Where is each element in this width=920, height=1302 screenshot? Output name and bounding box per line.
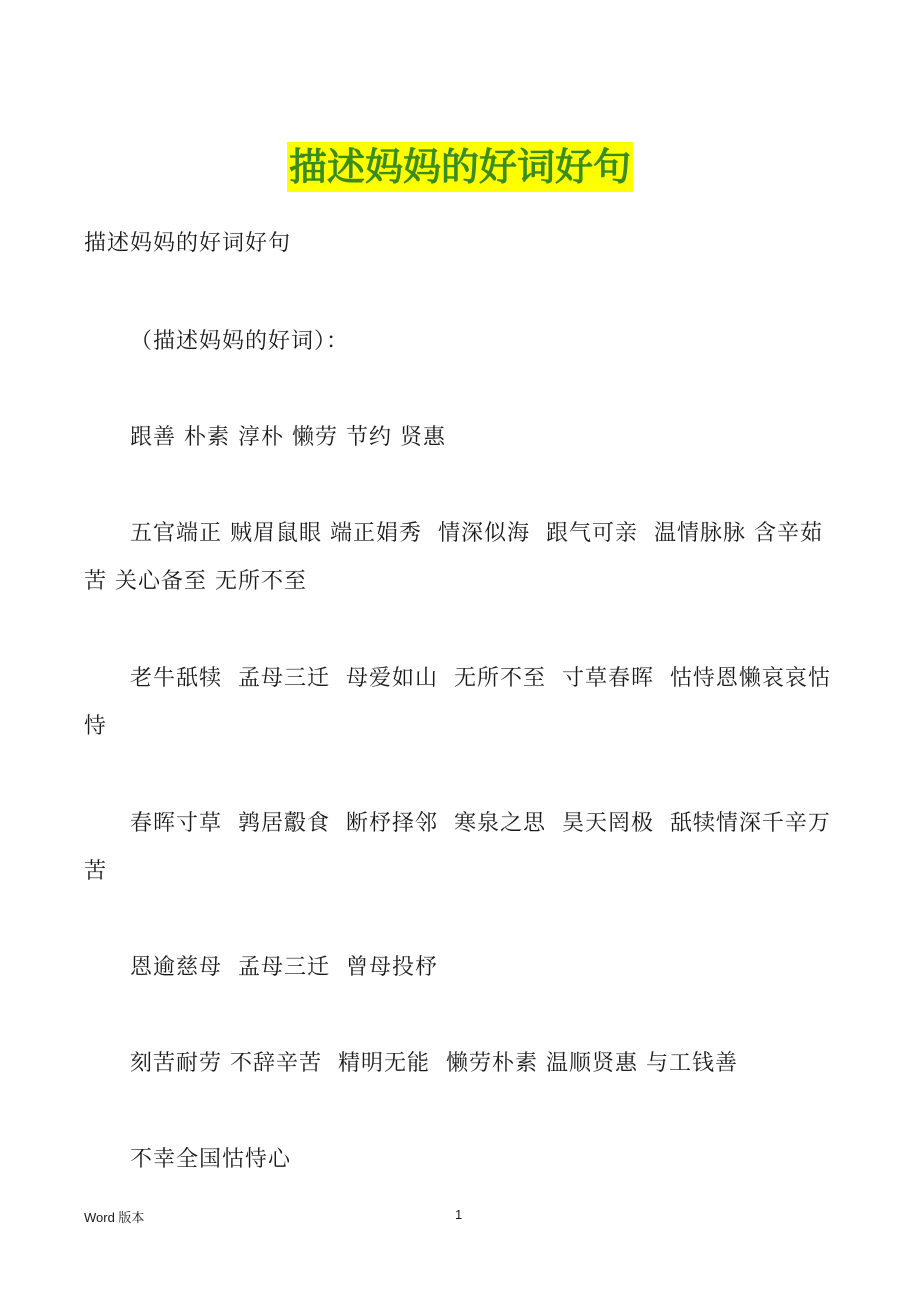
- paragraph-words-3: 老牛舐犊 孟母三迁 母爱如山 无所不至 寸草春晖 怙恃恩懒哀哀怙恃: [84, 666, 831, 739]
- paragraph-heading: 描述妈妈的好词好句: [84, 231, 292, 256]
- title-container: [0, 142, 920, 192]
- document-title: 描述妈妈的好词好句: [287, 142, 633, 192]
- footer-label: Word 版本: [84, 1210, 145, 1225]
- paragraph-words-4: 春晖寸草 鹑居鷇食 断杼择邻 寒泉之思 昊天罔极 舐犊情深千辛万苦: [84, 811, 831, 884]
- paragraph-words-7: 不幸全国怙恃心: [130, 1147, 292, 1172]
- paragraph-subheading: （描述妈妈的好词）：: [130, 329, 350, 354]
- paragraph-words-6: 刻苦耐劳 不辞辛苦 精明无能 懒劳朴素 温顺贤惠 与工钱善: [130, 1051, 738, 1076]
- paragraph-words-1: 跟善 朴素 淳朴 懒劳 节约 贤惠: [130, 425, 446, 450]
- footer-page-number: 1: [455, 1207, 463, 1222]
- paragraph-words-5: 恩逾慈母 孟母三迁 曾母投杼: [130, 955, 438, 980]
- paragraph-words-2: 五官端正 贼眉鼠眼 端正娟秀 情深似海 跟气可亲 温情脉脉 含辛茹苦 关心备至 无所不至: [84, 521, 823, 594]
